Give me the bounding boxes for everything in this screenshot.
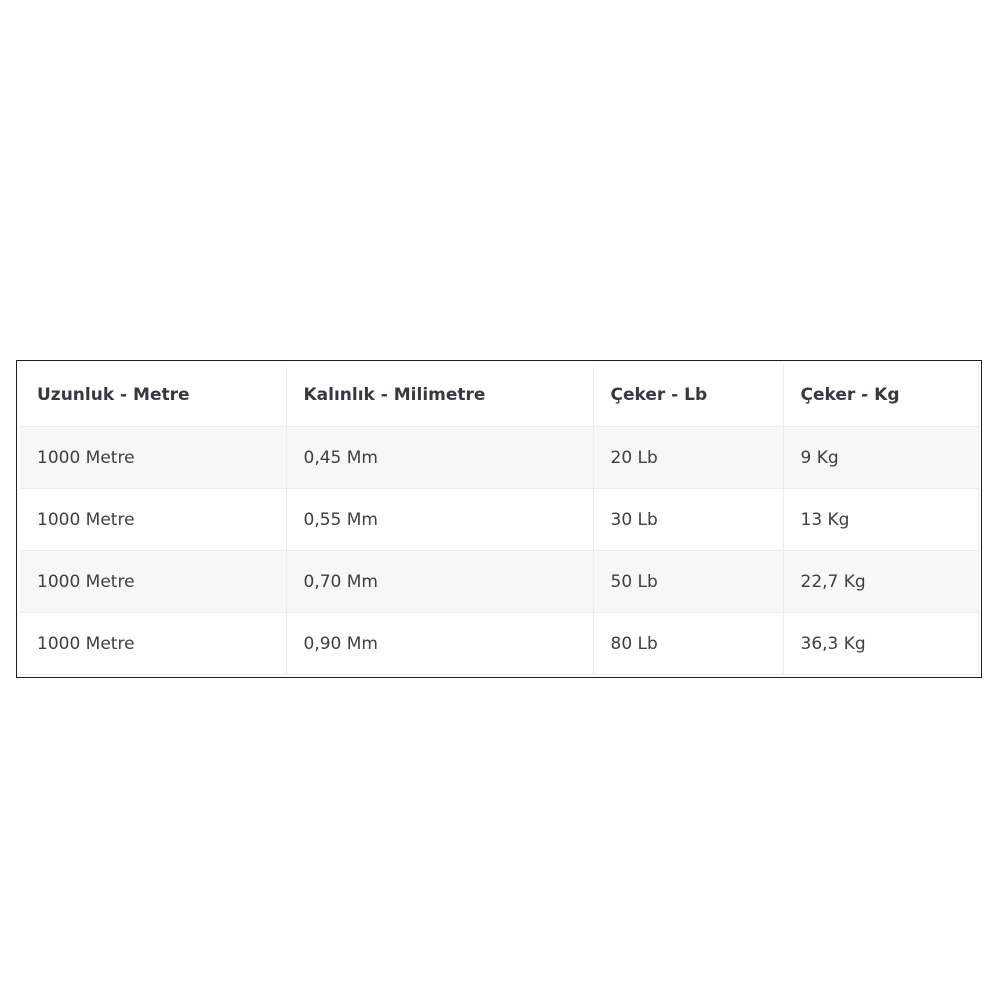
table-header-row	[20, 364, 978, 427]
cell-pull-lb: 50 Lb	[593, 551, 783, 613]
cell-pull-lb: 80 Lb	[593, 613, 783, 675]
cell-pull-kg: 9 Kg	[783, 427, 978, 489]
column-header-thickness: Kalınlık - Milimetre	[286, 364, 593, 427]
cell-pull-lb: 30 Lb	[593, 489, 783, 551]
cell-length: 1000 Metre	[20, 427, 286, 489]
column-header-pull-lb: Çeker - Lb	[593, 364, 783, 427]
table-row	[20, 427, 978, 489]
column-header-pull-kg: Çeker - Kg	[783, 364, 978, 427]
spec-table	[20, 364, 979, 675]
cell-pull-kg: 36,3 Kg	[783, 613, 978, 675]
table-row	[20, 613, 978, 675]
column-header-length: Uzunluk - Metre	[20, 364, 286, 427]
spec-table-container	[16, 360, 982, 678]
cell-thickness: 0,45 Mm	[286, 427, 593, 489]
cell-length: 1000 Metre	[20, 551, 286, 613]
cell-length: 1000 Metre	[20, 613, 286, 675]
cell-thickness: 0,70 Mm	[286, 551, 593, 613]
cell-pull-kg: 22,7 Kg	[783, 551, 978, 613]
cell-thickness: 0,55 Mm	[286, 489, 593, 551]
cell-pull-lb: 20 Lb	[593, 427, 783, 489]
cell-pull-kg: 13 Kg	[783, 489, 978, 551]
table-row	[20, 489, 978, 551]
cell-thickness: 0,90 Mm	[286, 613, 593, 675]
table-row	[20, 551, 978, 613]
cell-length: 1000 Metre	[20, 489, 286, 551]
